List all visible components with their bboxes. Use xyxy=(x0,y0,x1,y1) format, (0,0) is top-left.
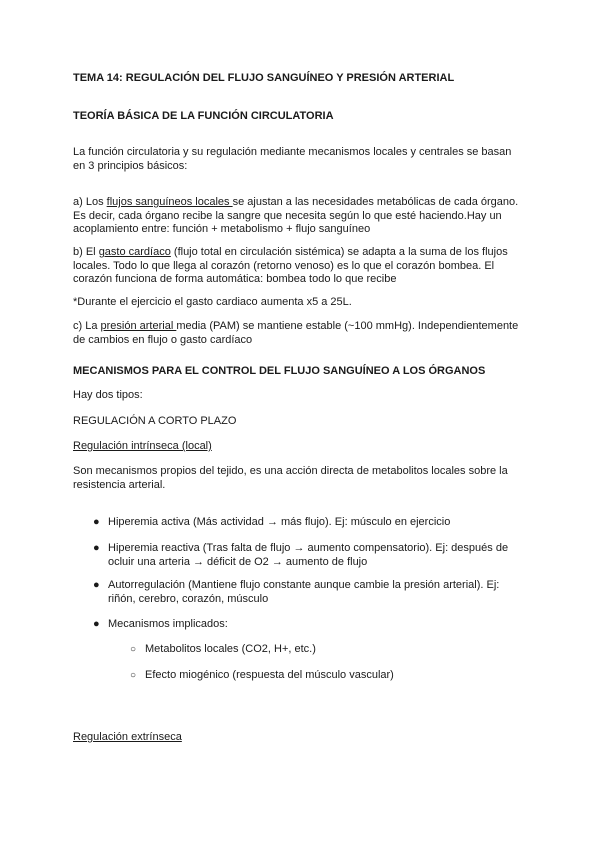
bullet-reactive-hyperemia-line-1: Hiperemia reactiva (Tras falta de flujo → aumento compensatorio). Ej: después de xyxy=(108,542,509,554)
principle-a-line-1 xyxy=(73,196,533,210)
principle-a-prefix: a) Los xyxy=(73,196,107,208)
principle-a-line-2: Es decir, cada órgano recibe la sangre que necesita según lo que esté haciendo.Hay un xyxy=(73,209,502,222)
short-term-heading: REGULACIÓN A CORTO PLAZO xyxy=(73,415,237,427)
principle-a-rest: se ajustan a las necesidades metabólicas de cada órgano. xyxy=(232,196,519,208)
intro-line-2: en 3 principios básicos: xyxy=(73,159,188,172)
principle-a-line-3: acoplamiento entre: función + metabolismo + flujo sanguíneo xyxy=(73,223,371,235)
section-heading-theory: TEORÍA BÁSICA DE LA FUNCIÓN CIRCULATORIA xyxy=(73,110,334,122)
subbullet-icon: ○ xyxy=(130,670,137,681)
intrinsic-heading: Regulación intrínseca (local) xyxy=(73,440,212,452)
types-intro: Hay dos tipos: xyxy=(73,389,143,401)
bullet-icon: ● xyxy=(93,542,100,554)
extrinsic-heading: Regulación extrínseca xyxy=(73,731,182,743)
bullet-active-hyperemia: Hiperemia activa (Más actividad → más flujo). Ej: músculo en ejercicio xyxy=(108,516,451,528)
principle-b-prefix: b) El xyxy=(73,246,99,258)
principle-b-line-2: locales. Todo lo que llega al corazón (retorno venoso) es lo que el corazón bombea. El xyxy=(73,259,495,272)
bullet-autoregulation-line-2: riñón, cerebro, corazón, músculo xyxy=(108,592,269,605)
principle-a-term: flujos sanguíneos locales xyxy=(106,196,233,208)
principle-b-line-1 xyxy=(73,246,533,260)
principle-b-line-3: corazón funciona de forma automática: bombea todo lo que recibe xyxy=(73,273,397,285)
principle-c-prefix: c) La xyxy=(73,320,101,332)
intrinsic-desc-line-1: Son mecanismos propios del tejido, es una acción directa de metabolitos locales sobre la xyxy=(73,465,508,477)
principle-c-line-1 xyxy=(73,320,533,334)
subbullet-icon: ○ xyxy=(130,644,137,655)
bullet-mechanisms: Mecanismos implicados: xyxy=(108,618,228,630)
bullet-autoregulation-line-1: Autorregulación (Mantiene flujo constante aunque cambie la presión arterial). Ej: xyxy=(108,579,500,591)
subbullet-myogenic-effect: Efecto miogénico (respuesta del músculo vascular) xyxy=(145,669,394,681)
bullet-icon: ● xyxy=(93,618,100,630)
principle-b-rest: (flujo total en circulación sistémica) se adapta a la suma de los flujos xyxy=(170,246,508,258)
principle-b-term: gasto cardíaco xyxy=(98,246,171,258)
subbullet-local-metabolites: Metabolitos locales (CO2, H+, etc.) xyxy=(145,643,316,655)
document-title: TEMA 14: REGULACIÓN DEL FLUJO SANGUÍNEO Y PRESIÓN ARTERIAL xyxy=(73,72,455,84)
bullet-icon: ● xyxy=(93,516,100,528)
section-heading-mechanisms: MECANISMOS PARA EL CONTROL DEL FLUJO SANGUÍNEO A LOS ÓRGANOS xyxy=(73,365,486,377)
intro-line-1: La función circulatoria y su regulación mediante mecanismos locales y centrales se basan xyxy=(73,146,512,158)
bullet-icon: ● xyxy=(93,579,100,591)
principle-c-line-2: de cambios en flujo o gasto cardíaco xyxy=(73,333,253,346)
intrinsic-desc-line-2: resistencia arterial. xyxy=(73,478,166,491)
principle-c-term: presión arterial xyxy=(100,320,177,332)
bullet-reactive-hyperemia-line-2: ocluir una arteria → déficit de O2 → aumento de flujo xyxy=(108,555,368,568)
principle-c-rest: media (PAM) se mantiene estable (~100 mmHg). Independientemente xyxy=(176,320,519,332)
exercise-note: *Durante el ejercicio el gasto cardiaco aumenta x5 a 25L. xyxy=(73,296,352,308)
